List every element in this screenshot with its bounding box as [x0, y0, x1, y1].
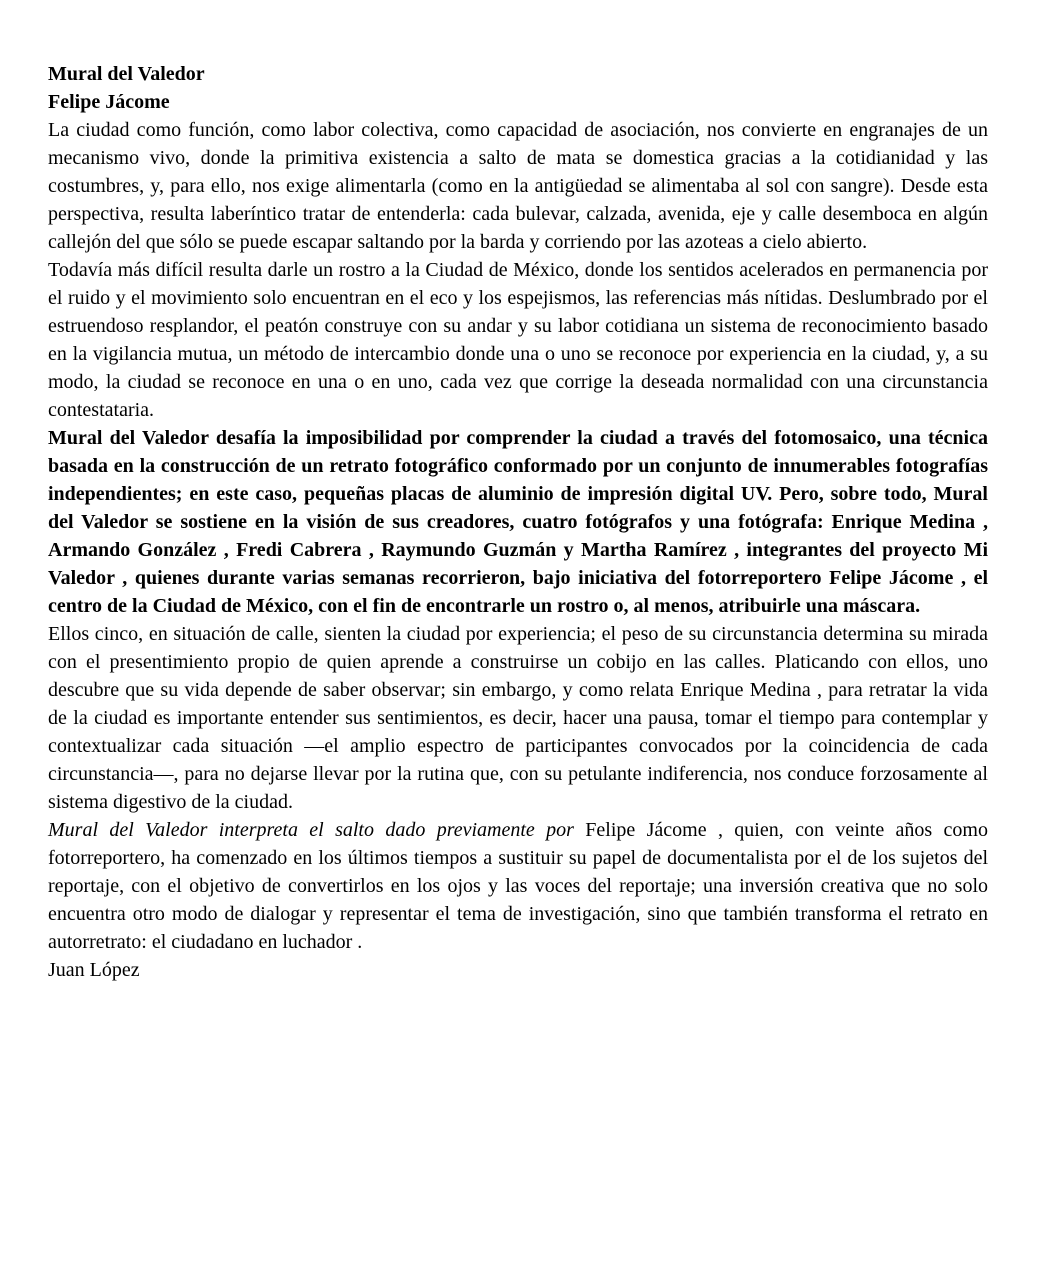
- paragraph-1: La ciudad como función, como labor colectiva, como capacidad de asociación, nos convierte en engranajes de un mecanismo vivo, donde la primitiva existencia a salto de mata se domestica gracias a la cotidianidad y las costumbres, y, para ello, nos exige alimentarla (como en la antigüedad se alimentaba al sol con sangre). Desde esta perspectiva, resulta laberíntico tratar de entenderla: cada bulevar, calzada, avenida, eje y calle desemboca en algún callejón del que sólo se puede escapar saltando por la barda y corriendo por las azoteas a cielo abierto.: [48, 119, 988, 253]
- document-author: Felipe Jácome: [48, 91, 170, 113]
- paragraph-5: [48, 816, 988, 956]
- paragraph-5-italic-lead: Mural del Valedor interpreta el salto dado previamente por: [48, 819, 574, 841]
- signature: Juan López: [48, 959, 140, 981]
- paragraph-5-rest: Felipe Jácome , quien, con veinte años como fotorreportero, ha comenzado en los últimos tiempos a sustituir su papel de documentalista por el de los sujetos del reportaje, con el objetivo de convertirlos en los ojos y las voces del reportaje; una inversión creativa que no solo encuentra otro modo de dialogar y representar el tema de investigación, sino que también transforma el retrato en autorretrato: el ciudadano en luchador .: [48, 819, 988, 953]
- paragraph-3: Mural del Valedor desafía la imposibilidad por comprender la ciudad a través del fotomosaico, una técnica basada en la construcción de un retrato fotográfico conformado por un conjunto de innumerables fotografías independientes; en este caso, pequeñas placas de aluminio de impresión digital UV. Pero, sobre todo, Mural del Valedor se sostiene en la visión de sus creadores, cuatro fotógrafos y una fotógrafa: Enrique Medina , Armando González , Fredi Cabrera , Raymundo Guzmán y Martha Ramírez , integrantes del proyecto Mi Valedor , quienes durante varias semanas recorrieron, bajo iniciativa del fotorreportero Felipe Jácome , el centro de la Ciudad de México, con el fin de encontrarle un rostro o, al menos, atribuirle una máscara.: [48, 427, 988, 617]
- paragraph-4: Ellos cinco, en situación de calle, sienten la ciudad por experiencia; el peso de su circunstancia determina su mirada con el presentimiento propio de quien aprende a construirse un cobijo en las calles. Platicando con ellos, uno descubre que su vida depende de saber observar; sin embargo, y como relata Enrique Medina , para retratar la vida de la ciudad es importante entender sus sentimientos, es decir, hacer una pausa, tomar el tiempo para contemplar y contextualizar cada situación —el amplio espectro de participantes convocados por la coincidencia de cada circunstancia—, para no dejarse llevar por la rutina que, con su petulante indiferencia, nos conduce forzosamente al sistema digestivo de la ciudad.: [48, 623, 988, 813]
- paragraph-2: Todavía más difícil resulta darle un rostro a la Ciudad de México, donde los sentidos acelerados en permanencia por el ruido y el movimiento solo encuentran en el eco y los espejismos, las referencias más nítidas. Deslumbrado por el estruendoso resplandor, el peatón construye con su andar y su labor cotidiana un sistema de reconocimiento basado en la vigilancia mutua, un método de intercambio donde una o uno se reconoce por experiencia en la ciudad, y, a su modo, la ciudad se reconoce en una o en uno, cada vez que corrige la deseada normalidad con una circunstancia contestataria.: [48, 259, 988, 421]
- document-body: [48, 60, 988, 984]
- document-title: Mural del Valedor: [48, 63, 205, 85]
